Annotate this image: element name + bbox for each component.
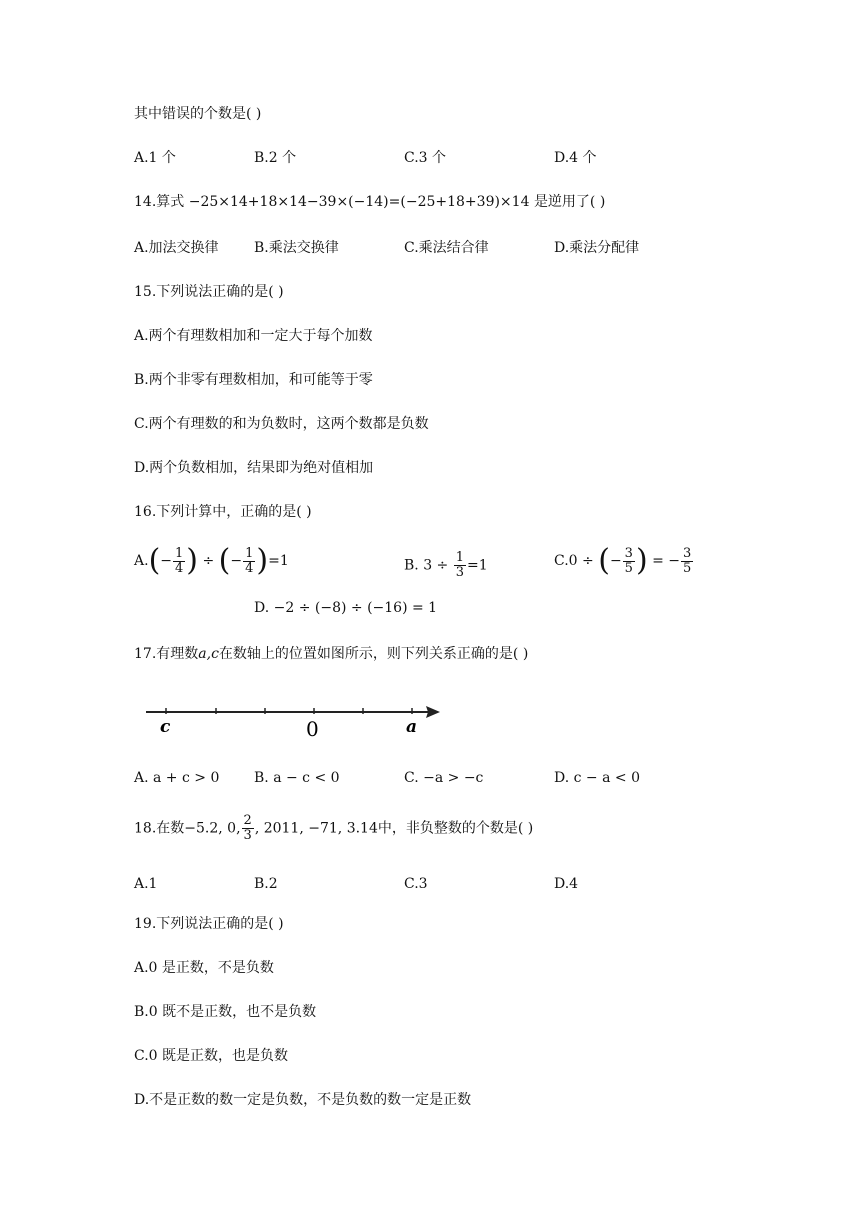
q16-c-label: C. — [554, 553, 569, 569]
q17-vars: a,c — [198, 646, 219, 662]
q19-option-a: A.0 是正数，不是负数 — [134, 960, 274, 976]
q16-a-label: A. — [134, 553, 149, 569]
q17-option-a: A. a + c > 0 — [134, 770, 220, 786]
number-line-label-a: a — [406, 717, 418, 737]
q16-b-left: 3 ÷ — [423, 557, 449, 574]
q16-b-fraction: $\frac{1}{3}$ — [455, 550, 465, 580]
q17-suffix: 在数轴上的位置如图所示，则下列关系正确的是( ) — [218, 646, 529, 662]
q13-option-a: A.1 个 — [134, 150, 176, 166]
q13-option-b: B.2 个 — [254, 150, 297, 166]
q16-option-a: A.(− $\frac{1}{4}$ ) ÷ (− $\frac{1}{4}$ )=1 — [134, 543, 289, 578]
q15-option-a: A.两个有理数相加和一定大于每个加数 — [134, 328, 373, 344]
q13-option-d: D.4 个 — [554, 150, 597, 166]
q14-stem — [134, 192, 605, 212]
q18-option-d: D.4 — [554, 876, 579, 892]
q14-option-d: D.乘法分配律 — [554, 240, 640, 256]
number-line-label-c: c — [160, 717, 171, 737]
q16-option-d: D. −2 ÷ (−8) ÷ (−16) = 1 — [254, 600, 438, 616]
q15-stem: 15.下列说法正确的是( ) — [134, 284, 284, 300]
q16-c-rhs-fraction: $\frac{3}{5}$ — [683, 545, 692, 576]
q16-b-label: B. — [404, 557, 419, 574]
number-line-figure — [140, 698, 450, 746]
number-line-label-zero: 0 — [306, 717, 319, 741]
q17-option-d: D. c − a < 0 — [554, 770, 640, 786]
q16-a-fraction-1: $\frac{1}{4}$ — [175, 545, 184, 576]
q18-stem — [134, 814, 533, 843]
q13-option-c: C.3 个 — [404, 150, 447, 166]
q16-a-rhs: =1 — [268, 553, 289, 569]
q16-a-fraction-2: $\frac{1}{4}$ — [245, 545, 254, 576]
q16-option-c: C.0 ÷ (− $\frac{3}{5}$ ) = − $\frac{3}{5}$ — [554, 543, 692, 578]
q15-option-b: B.两个非零有理数相加，和可能等于零 — [134, 372, 373, 388]
q19-option-d: D.不是正数的数一定是负数，不是负数的数一定是正数 — [134, 1092, 472, 1108]
q19-stem: 19.下列说法正确的是( ) — [134, 916, 284, 932]
q16-c-fraction: $\frac{3}{5}$ — [624, 545, 633, 576]
q14-prefix: 14.算式 — [134, 194, 185, 210]
q18-list-after: , 2011, −71, 3.14 — [254, 820, 378, 837]
q14-expression: −25×14+18×14−39×(−14)=(−25+18+39)×14 — [188, 194, 530, 210]
q18-option-b: B.2 — [254, 876, 278, 892]
q14-suffix: 是逆用了( ) — [533, 194, 606, 210]
q17-option-b: B. a − c < 0 — [254, 770, 340, 786]
q17-option-c: C. −a > −c — [404, 770, 484, 786]
number-line-arrow-icon — [426, 706, 440, 718]
q18-suffix: 中，非负整数的个数是( ) — [377, 820, 534, 837]
q16-c-left: 0 ÷ — [568, 553, 594, 569]
q18-prefix: 18.在数 — [134, 820, 185, 837]
q17-stem — [134, 644, 528, 664]
q18-list-before: −5.2, 0, — [184, 820, 241, 837]
q18-option-c: C.3 — [404, 876, 428, 892]
q16-stem: 16.下列计算中，正确的是( ) — [134, 504, 312, 520]
q18-option-a: A.1 — [134, 876, 158, 892]
q16-option-b — [404, 551, 488, 580]
q14-option-b: B.乘法交换律 — [254, 240, 339, 256]
q19-option-b: B.0 既不是正数，也不是负数 — [134, 1004, 317, 1020]
q15-option-d: D.两个负数相加，结果即为绝对值相加 — [134, 460, 374, 476]
q16-b-rhs: =1 — [467, 557, 488, 574]
q17-prefix: 17.有理数 — [134, 646, 199, 662]
q13-stem: 其中错误的个数是( ) — [134, 106, 262, 122]
q19-option-c: C.0 既是正数，也是负数 — [134, 1048, 289, 1064]
q14-option-c: C.乘法结合律 — [404, 240, 489, 256]
q14-option-a: A.加法交换律 — [134, 240, 219, 256]
q15-option-c: C.两个有理数的和为负数时，这两个数都是负数 — [134, 416, 429, 432]
q18-fraction: $\frac{2}{3}$ — [243, 813, 252, 843]
